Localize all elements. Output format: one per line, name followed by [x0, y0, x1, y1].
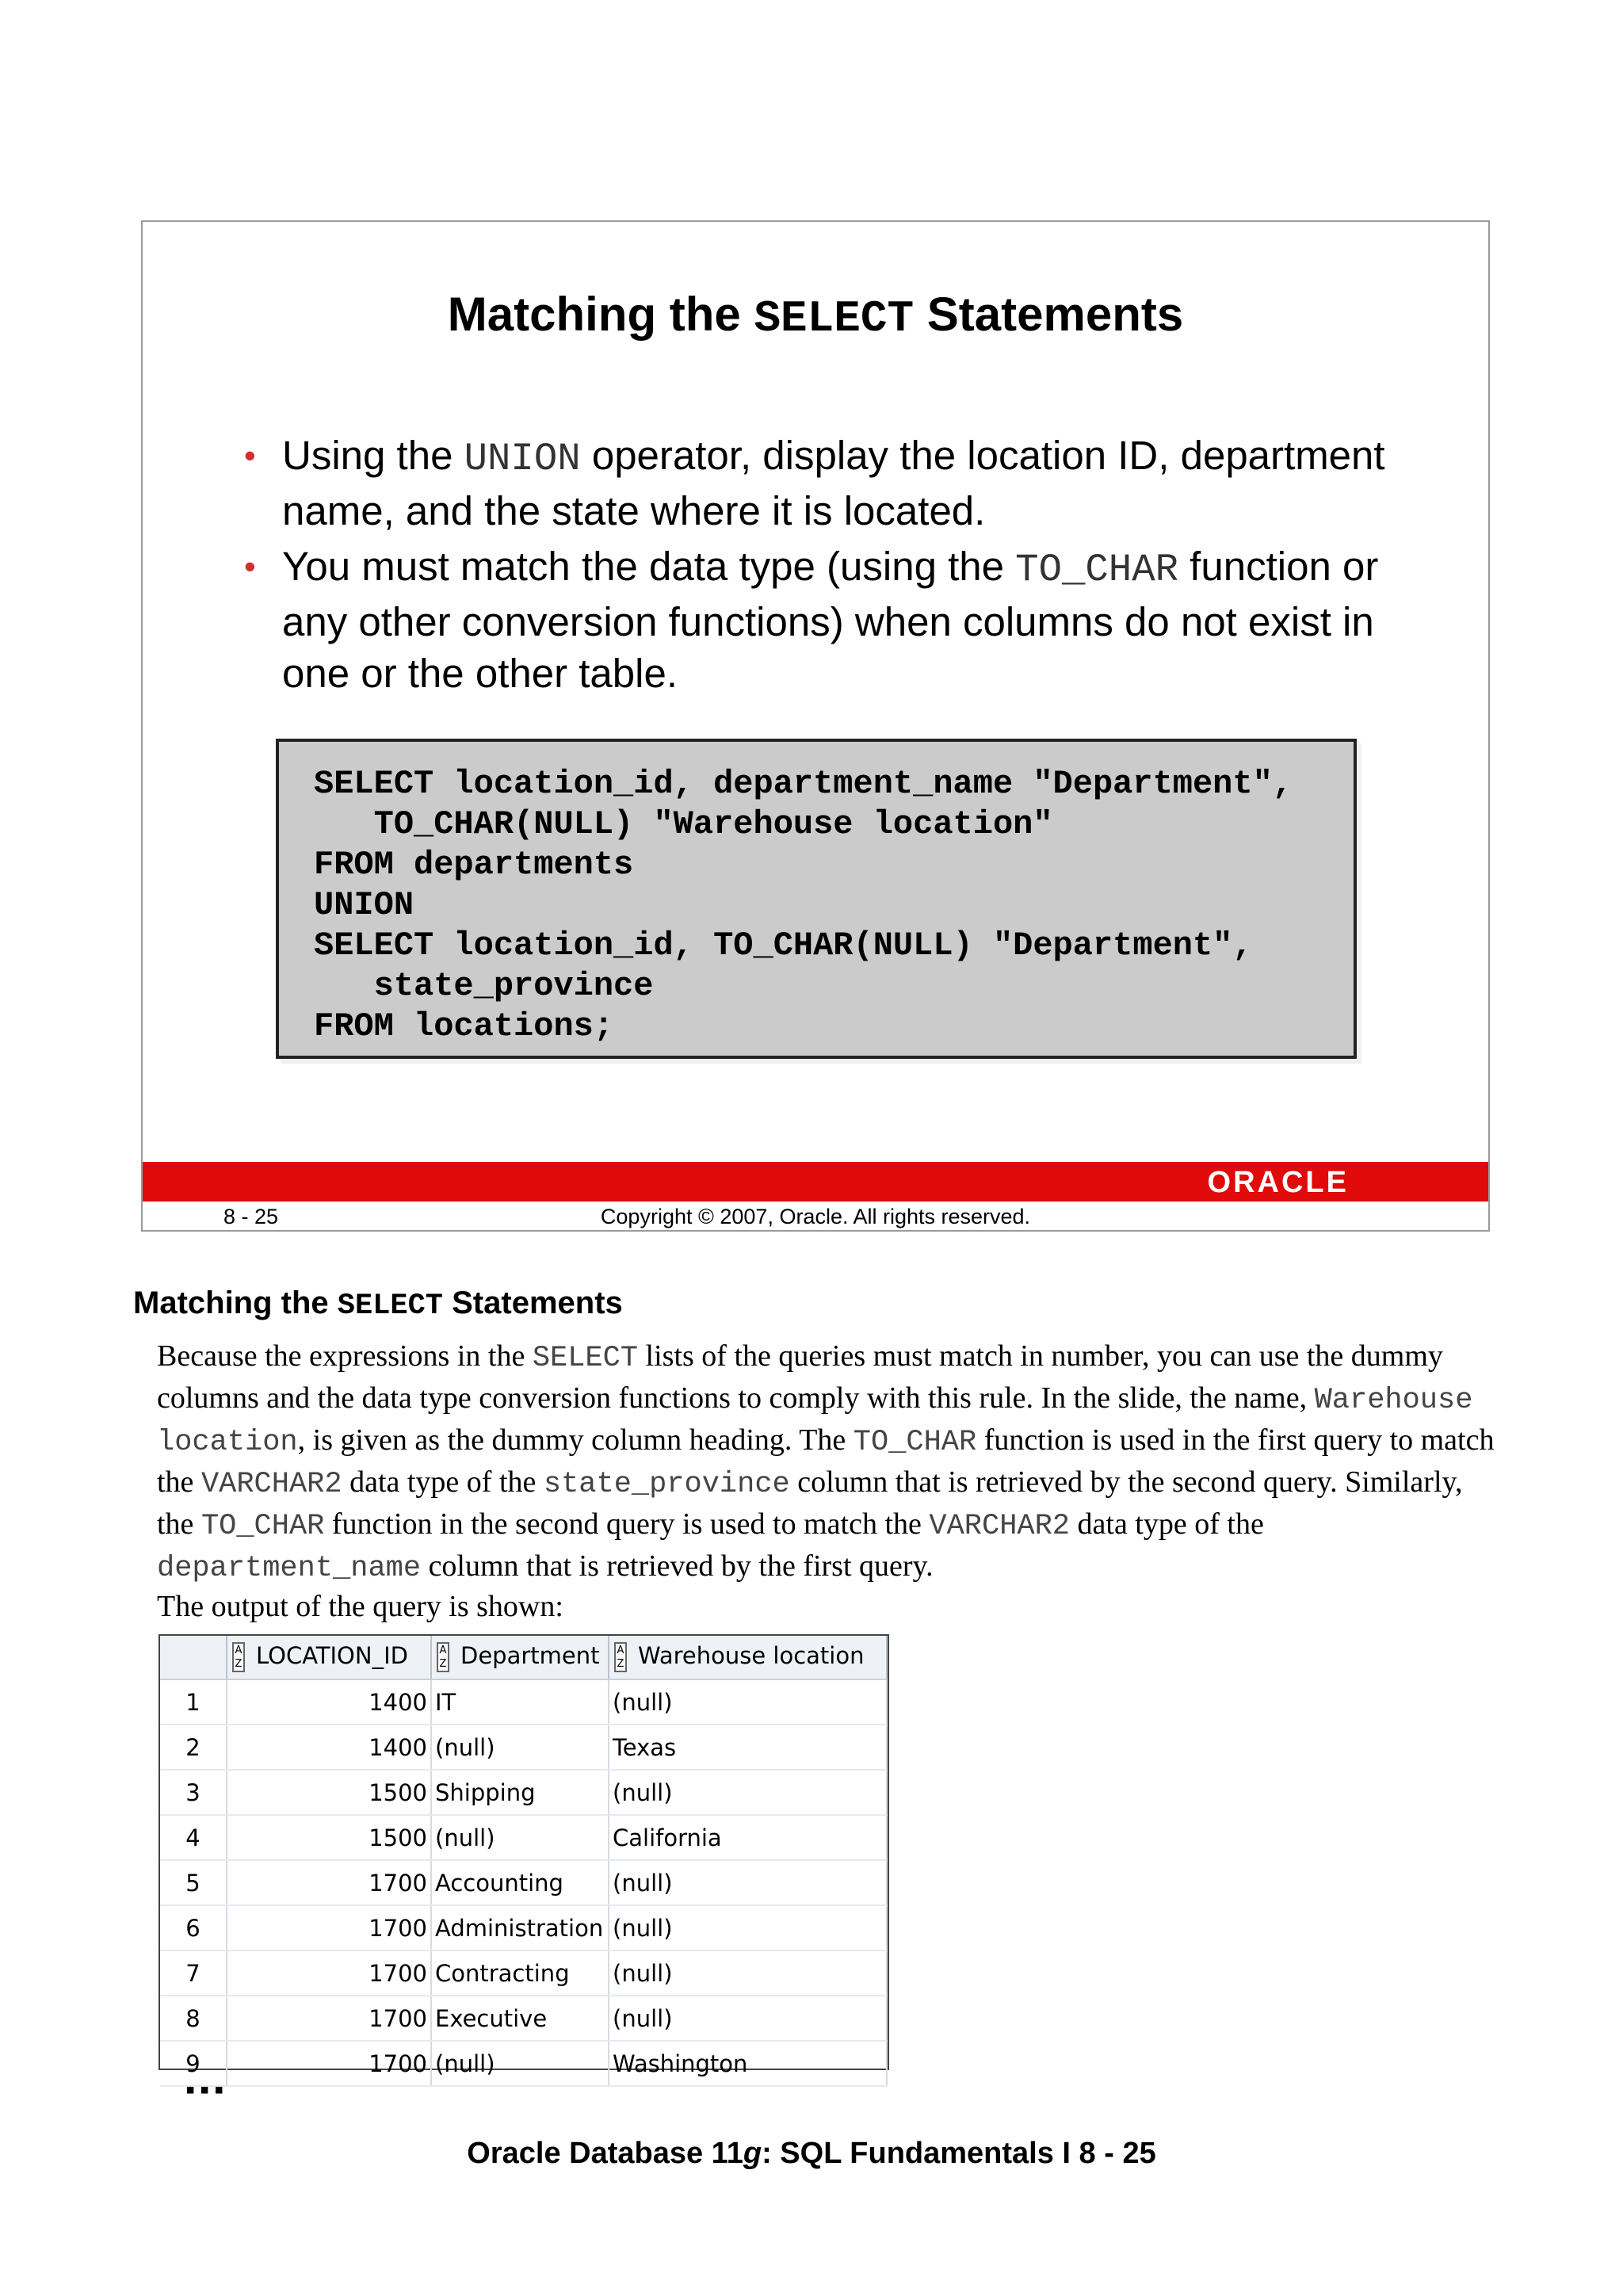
slide-frame [141, 220, 1490, 1232]
table-row[interactable] [160, 1905, 887, 1950]
sql-code: SELECT location_id, department_name "Department", TO_CHAR(NULL) "Warehouse location" FROM departments UNION SELECT location_id, TO_CHAR(NULL) "Department", state_province FROM locations; [314, 765, 1293, 1045]
table-row[interactable] [160, 2041, 887, 2086]
output-intro: The output of the query is shown: [157, 1590, 563, 1623]
slide-footer [143, 1201, 1488, 1232]
warehouse-location-cell[interactable]: Washington [609, 2041, 887, 2086]
column-header-department[interactable]: A Z Department [431, 1636, 609, 1679]
department-cell[interactable]: Administration [431, 1905, 609, 1950]
department-cell[interactable]: (null) [431, 2041, 609, 2086]
row-number: 4 [160, 1815, 227, 1860]
location-id-cell[interactable]: 1700 [227, 2041, 431, 2086]
grid-header-row [160, 1636, 887, 1679]
row-number: 1 [160, 1679, 227, 1725]
table-row[interactable] [160, 1770, 887, 1815]
location-id-cell[interactable]: 1500 [227, 1815, 431, 1860]
slide-bullet: • You must match the data type (using the TO_CHAR function or any other conversion functions) when columns do not exist in one or the other table. [244, 541, 1417, 699]
page-footer: Oracle Database 11g: SQL Fundamentals I 8 - 25 [467, 2137, 1156, 2170]
warehouse-location-cell[interactable]: California [609, 1815, 887, 1860]
row-number: 9 [160, 2041, 227, 2086]
table-row[interactable] [160, 1679, 887, 1725]
department-cell[interactable]: (null) [431, 1815, 609, 1860]
row-number: 6 [160, 1905, 227, 1950]
location-id-cell[interactable]: 1400 [227, 1725, 431, 1770]
table-row[interactable] [160, 1725, 887, 1770]
slide-number: 8 - 25 [223, 1205, 279, 1228]
department-cell[interactable]: IT [431, 1679, 609, 1725]
warehouse-location-cell[interactable]: Texas [609, 1725, 887, 1770]
location-id-cell[interactable]: 1700 [227, 1950, 431, 1996]
table-row[interactable] [160, 1996, 887, 2041]
row-number: 5 [160, 1860, 227, 1905]
department-cell[interactable]: Shipping [431, 1770, 609, 1815]
slide-bullet: • Using the UNION operator, display the location ID, department name, and the state where it is located. [244, 430, 1417, 537]
more-rows-ellipsis: ▪▪▪ [185, 2075, 229, 2105]
row-number: 2 [160, 1725, 227, 1770]
location-id-cell[interactable]: 1500 [227, 1770, 431, 1815]
sort-az-icon[interactable]: A Z [614, 1642, 627, 1672]
department-cell[interactable]: Contracting [431, 1950, 609, 1996]
sql-code-box [276, 739, 1357, 1059]
warehouse-location-cell[interactable]: (null) [609, 1770, 887, 1815]
slide-copyright: Copyright © 2007, Oracle. All rights reserved. [600, 1205, 1031, 1228]
warehouse-location-cell[interactable]: (null) [609, 1860, 887, 1905]
sort-az-icon[interactable]: A Z [437, 1642, 449, 1672]
row-number: 7 [160, 1950, 227, 1996]
location-id-cell[interactable]: 1700 [227, 1905, 431, 1950]
warehouse-location-cell[interactable]: (null) [609, 1905, 887, 1950]
warehouse-location-cell[interactable]: (null) [609, 1679, 887, 1725]
table-row[interactable] [160, 1950, 887, 1996]
slide-title: Matching the SELECT Statements [447, 288, 1184, 344]
department-cell[interactable]: (null) [431, 1725, 609, 1770]
notes-paragraph: Because the expressions in the SELECT lists of the queries must match in number, you can use the dummy columns and the data type conversion functions to comply with this rule. In the slide, the name, Warehouse location, is given as the dummy column heading. The TO_CHAR function is used in the first query to match the VARCHAR2 data type of the state_province column that is retrieved by the second query. Similarly, the TO_CHAR function in the second query is used to match the VARCHAR2 data type of the department_name column that is retrieved by the first query. [157, 1339, 1495, 1585]
department-cell[interactable]: Executive [431, 1996, 609, 2041]
row-number: 3 [160, 1770, 227, 1815]
slide-bullet-list [244, 430, 1417, 703]
row-number-header [160, 1636, 227, 1679]
warehouse-location-cell[interactable]: (null) [609, 1996, 887, 2041]
column-header-location-id[interactable]: A Z LOCATION_ID [227, 1636, 431, 1679]
table-row[interactable] [160, 1815, 887, 1860]
department-cell[interactable]: Accounting [431, 1860, 609, 1905]
row-number: 8 [160, 1996, 227, 2041]
warehouse-location-cell[interactable]: (null) [609, 1950, 887, 1996]
location-id-cell[interactable]: 1700 [227, 1996, 431, 2041]
query-result-grid [158, 1634, 889, 2077]
oracle-logo: ORACLE [1207, 1166, 1349, 1199]
location-id-cell[interactable]: 1400 [227, 1679, 431, 1725]
column-header-warehouse-location[interactable]: A Z Warehouse location [609, 1636, 887, 1679]
table-row[interactable] [160, 1860, 887, 1905]
sort-az-icon[interactable]: A Z [232, 1642, 245, 1672]
notes-heading: Matching the SELECT Statements [133, 1286, 623, 1323]
location-id-cell[interactable]: 1700 [227, 1860, 431, 1905]
